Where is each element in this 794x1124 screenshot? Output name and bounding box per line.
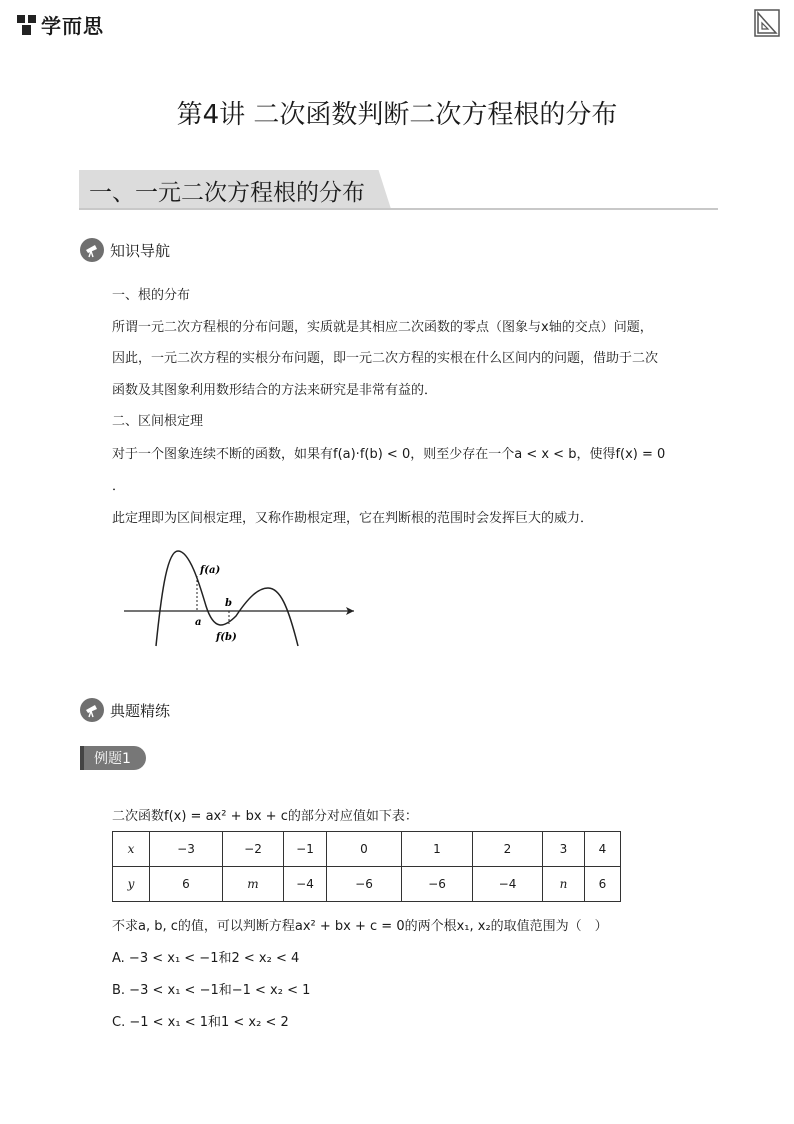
section-banner [79, 170, 718, 210]
table-cell: −6 [327, 867, 402, 902]
table-cell: 4 [585, 832, 621, 867]
paragraph-line: ． [112, 479, 126, 494]
practice-heading-text: 典题精练 [110, 701, 171, 720]
table-cell: 6 [150, 867, 223, 902]
brand-name: 学而思 [41, 14, 104, 38]
knowledge-heading [80, 238, 170, 262]
paragraph-line: 因此，一元二次方程的实根分布问题，即一元二次方程的实根在什么区间内的问题，借助于二次 [112, 351, 659, 366]
paragraph-line: 所谓一元二次方程根的分布问题，实质就是其相应二次函数的零点（图象与x轴的交点）问题， [112, 320, 653, 335]
example-label: 例题1 [80, 746, 146, 770]
table-cell: x [113, 832, 150, 867]
table-cell: 1 [402, 832, 473, 867]
ask-text: 不求a, b, c的值，可以判断方程ax² + bx + c = 0的两个根x₁, x₂的取值范围为（ ） [112, 919, 608, 934]
practice-heading [80, 698, 170, 722]
option-b: B. −3 < x₁ < −1和−1 < x₂ < 1 [112, 983, 311, 998]
table-cell: n [543, 867, 585, 902]
table-cell: −6 [402, 867, 473, 902]
table-cell: −4 [473, 867, 543, 902]
table-row [113, 867, 621, 902]
table-cell: −3 [150, 832, 223, 867]
label-b: b [225, 598, 232, 609]
brand-logo [16, 10, 104, 39]
section-title: 一、一元二次方程根的分布 [89, 180, 365, 206]
table-cell: −4 [284, 867, 327, 902]
subtitle-interval-theorem: 二、区间根定理 [112, 414, 204, 429]
telescope-icon [80, 238, 104, 262]
table-cell: 3 [543, 832, 585, 867]
knowledge-heading-text: 知识导航 [110, 241, 171, 260]
logo-mark-icon [16, 13, 38, 37]
paragraph-line: 函数及其图象利用数形结合的方法来研究是非常有益的． [112, 383, 438, 398]
ruler-triangle-icon [754, 9, 780, 37]
subtitle-root-distribution: 一、根的分布 [112, 288, 191, 303]
label-fb: f(b) [216, 632, 237, 643]
table-cell: m [223, 867, 284, 902]
page-title: 第4讲 二次函数判断二次方程根的分布 [176, 100, 618, 130]
table-cell: 2 [473, 832, 543, 867]
question-text: 二次函数f(x) = ax² + bx + c的部分对应值如下表： [112, 809, 418, 824]
table-cell: 6 [585, 867, 621, 902]
option-a: A. −3 < x₁ < −1和2 < x₂ < 4 [112, 951, 300, 966]
label-fa: f(a) [200, 565, 221, 576]
value-table [112, 831, 621, 902]
option-c: C. −1 < x₁ < 1和1 < x₂ < 2 [112, 1015, 289, 1030]
function-graph [118, 546, 368, 654]
table-cell: −1 [284, 832, 327, 867]
table-row [113, 832, 621, 867]
telescope-icon [80, 698, 104, 722]
table-cell: y [113, 867, 150, 902]
paragraph-line: 对于一个图象连续不断的函数，如果有f(a)·f(b) < 0，则至少存在一个a < x < b，使得f(x) = 0 [112, 447, 666, 462]
table-cell: −2 [223, 832, 284, 867]
paragraph-line: 此定理即为区间根定理，又称作勘根定理，它在判断根的范围时会发挥巨大的威力． [112, 511, 594, 526]
label-a: a [195, 617, 202, 628]
table-cell: 0 [327, 832, 402, 867]
